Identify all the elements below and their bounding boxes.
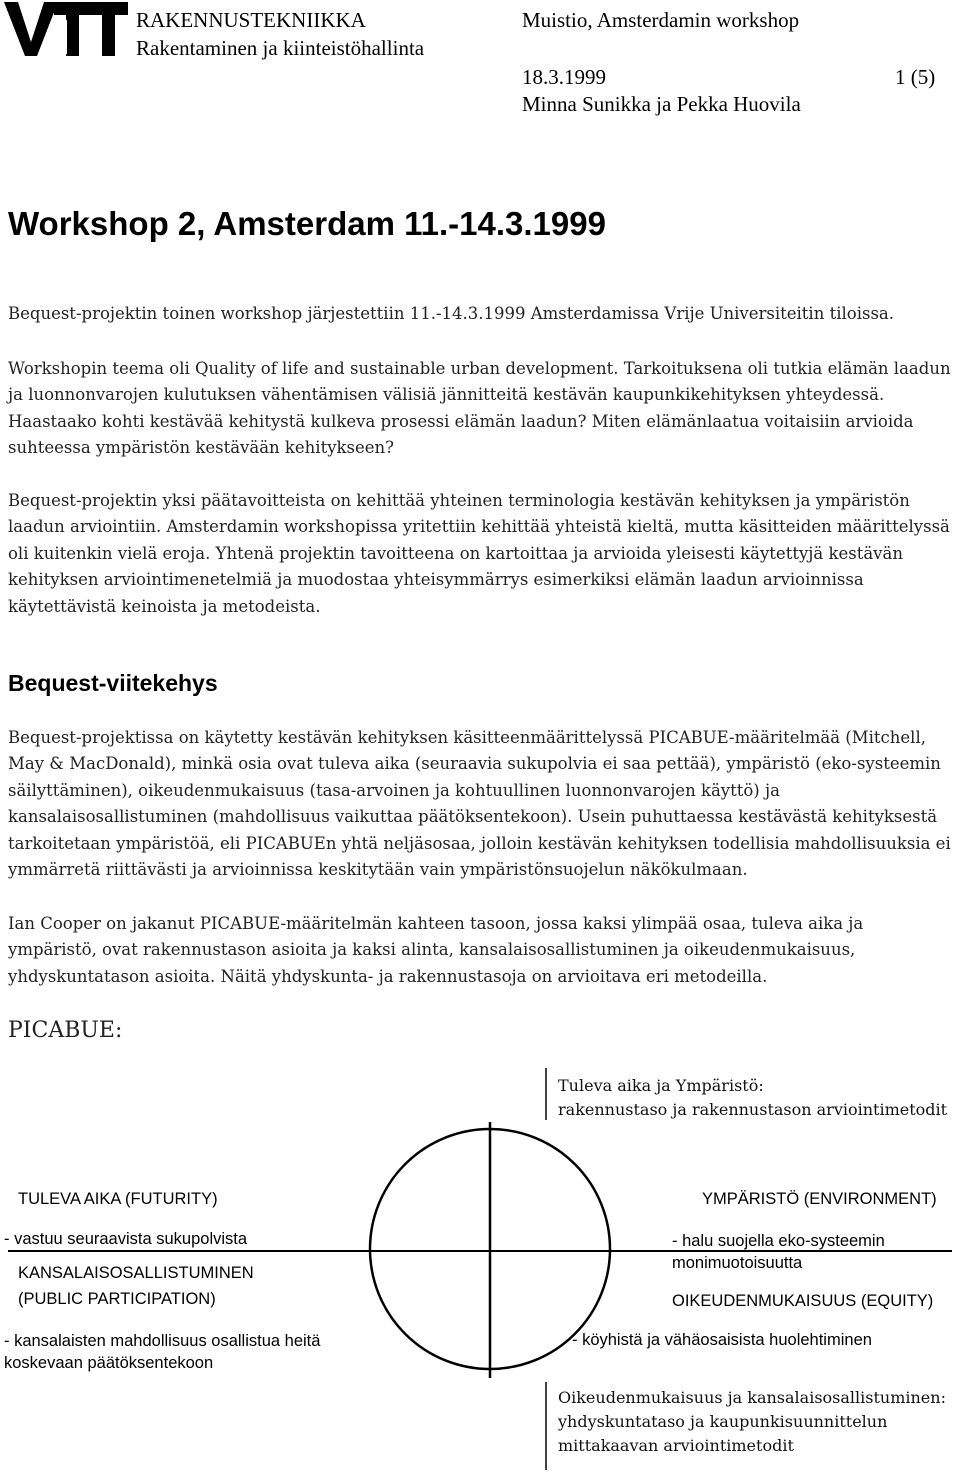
participation-label-line1: KANSALAISOSALLISTUMINEN (18, 1264, 254, 1282)
environment-description-line2: monimuotoisuutta (672, 1254, 803, 1272)
section-paragraph-2: Ian Cooper on jakanut PICABUE-määritelmän kahteen tasoon, jossa kaksi ylimpää osaa, tuleva aika ja ympäristö, ovat rakennustason asioita ja kaksi alinta, kansalaisosallistuminen ja oikeudenmukaisuus, yhdyskuntatason asioita. Näitä yhdyskunta- ja rakennustasoja on arvioitava eri metodeilla. (8, 914, 864, 986)
environment-label: YMPÄRISTÖ (ENVIRONMENT) (702, 1190, 937, 1208)
page-number: 1 (5) (895, 65, 936, 89)
bottom-caption-line1: Oikeudenmukaisuus ja kansalaisosallistuminen: (558, 1388, 946, 1407)
vtt-logo (4, 0, 128, 58)
document-date: 18.3.1999 (522, 65, 606, 89)
equity-description: - köyhistä ja vähäosaisista huolehtiminen (572, 1331, 872, 1349)
bottom-caption-line2: yhdyskuntataso ja kaupunkisuunnittelun (558, 1412, 888, 1431)
bottom-caption (558, 1386, 946, 1458)
intro-paragraph-1: Bequest-projektin toinen workshop järjestettiin 11.-14.3.1999 Amsterdamissa Vrije Universiteitin tiloissa. (8, 304, 894, 323)
environment-description (672, 1230, 885, 1274)
org-department: RAKENNUSTEKNIIKKA (136, 8, 366, 32)
document-type: Muistio, Amsterdamin workshop (522, 8, 800, 32)
participation-description-line1: - kansalaisten mahdollisuus osallistua heitä (4, 1332, 321, 1350)
participation-description-line2: koskevaan päätöksentekoon (4, 1354, 214, 1372)
intro-paragraph-3: Bequest-projektin yksi päätavoitteista on kehittää yhteinen terminologia kestävän kehityksen ja ympäristön laadun arviointiin. Amsterdamin workshopissa yritettiin kehittää yhteistä kieltä, mutta käsitteiden määrittelyssä oli kuitenkin vielä eroja. Yhtenä projektin tavoitteena on kartoittaa ja arvioida yleisesti käytettyjä kestävän kehityksen arviointimenetelmiä ja muodostaa yhteisymmärrys esimerkiksi elämän laadun arvioinnissa käytettävistä keinoista ja metodeista. (8, 491, 950, 616)
intro-paragraph-2: Workshopin teema oli Quality of life and sustainable urban development. Tarkoituksena oli tutkia elämän laadun ja luonnonvarojen kulutuksen vähentämisen välisiä jännitteitä kestävän kaupunkikehityksen yhteydessä. Haastaako kohti kestävää kehitystä kulkeva prosessi elämän laadun? Miten elämänlaatua voitaisiin arvioida suhteessa ympäristön kestävään kehitykseen? (8, 359, 951, 458)
document-authors: Minna Sunikka ja Pekka Huovila (522, 92, 801, 116)
futurity-description: - vastuu seuraavista sukupolvista (4, 1230, 248, 1248)
equity-label: OIKEUDENMUKAISUUS (EQUITY) (672, 1292, 934, 1310)
section-heading: Bequest-viitekehys (8, 670, 218, 696)
page-title: Workshop 2, Amsterdam 11.-14.3.1999 (8, 205, 606, 242)
top-caption (558, 1074, 947, 1122)
org-unit: Rakentaminen ja kiinteistöhallinta (136, 36, 425, 60)
organization (136, 6, 424, 62)
top-caption-line1: Tuleva aika ja Ympäristö: (558, 1076, 764, 1095)
futurity-label: TULEVA AIKA (FUTURITY) (18, 1190, 218, 1208)
participation-label-line2: (PUBLIC PARTICIPATION) (18, 1290, 216, 1308)
section-paragraph-1: Bequest-projektissa on käytetty kestävän kehityksen käsitteenmäärittelyssä PICABUE-määritelmää (Mitchell, May & MacDonald), minkä osia ovat tuleva aika (seuraavia sukupolvia ei saa pettää), ympäristö (eko-systeemin säilyttäminen), oikeudenmukaisuus (tasa-arvoinen ja kohtuullinen luonnonvarojen käyttö) ja kansalaisosallistuminen (mahdollisuus vaikuttaa päätöksentekoon). Usein puhuttaessa kestävästä kehityksestä tarkoitetaan ympäristöä, eli PICABUEn yhtä neljäsosaa, jolloin kestävän kehityksen todellisia mahdollisuuksia ei ymmärretä riittävästi ja arvioinnissa keskitytään vain ympäristönsuojelun näkökulmaan. (8, 728, 951, 880)
top-caption-line2: rakennustaso ja rakennustason arviointimetodit (558, 1100, 948, 1119)
environment-description-line1: - halu suojella eko-systeemin (672, 1232, 885, 1250)
picabue-diagram (0, 1060, 960, 1472)
participation-description (4, 1330, 320, 1374)
picabue-label: PICABUE: (8, 1018, 123, 1043)
participation-label (18, 1260, 254, 1312)
bottom-caption-line3: mittakaavan arviointimetodit (558, 1436, 794, 1455)
